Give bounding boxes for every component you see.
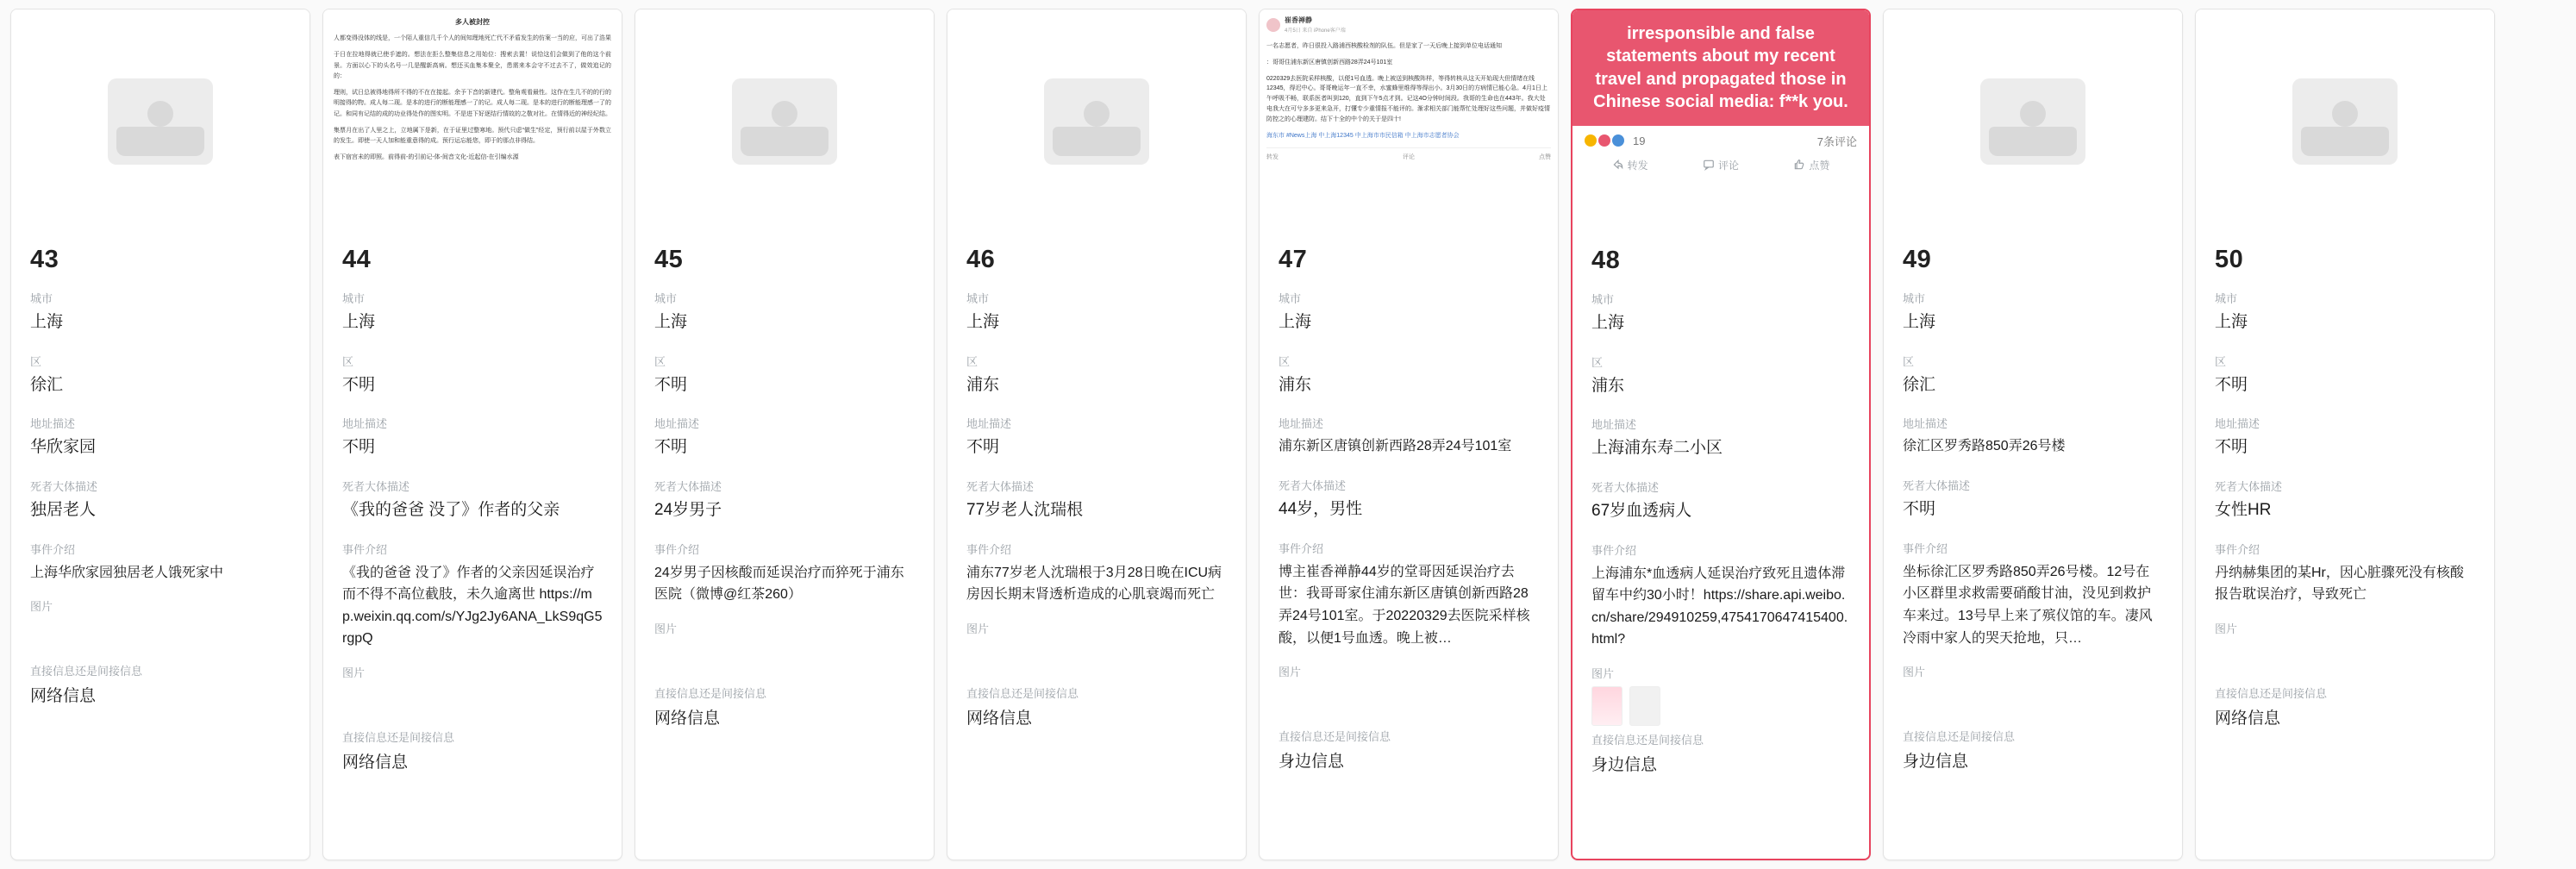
field-value-victim: 女性HR xyxy=(2215,500,2272,519)
field-value-district: 浦东 xyxy=(966,375,1000,394)
weibo-header xyxy=(1266,15,1551,35)
field-label-district: 区 xyxy=(966,354,979,368)
field-value-victim: 44岁，男性 xyxy=(1279,500,1363,519)
field-label-district: 区 xyxy=(1591,355,1604,369)
field-value-victim: 77岁老人沈瑞根 xyxy=(966,500,1084,519)
field-label-image: 图片 xyxy=(966,622,990,635)
field-value-intro: 坐标徐汇区罗秀路850弄26号楼。12号在小区群里求救需要硝酸甘油，没见到救护车来过。13号早上来了殡仪馆的车。凄风冷雨中家人的哭天抢地，只… xyxy=(1903,564,2153,646)
field-value-address: 徐汇区罗秀路850弄26号楼 xyxy=(1903,439,2066,454)
field-label-victim: 死者大体描述 xyxy=(1903,479,1971,493)
field-label-source: 直接信息还是间接信息 xyxy=(2215,686,2328,700)
record-card[interactable] xyxy=(1259,9,1559,860)
field-label-city: 城市 xyxy=(1279,292,1302,305)
card-media xyxy=(2196,9,2494,234)
field-value-district: 徐汇 xyxy=(1903,375,1936,394)
record-card[interactable] xyxy=(947,9,1247,860)
image-slot[interactable] xyxy=(30,619,291,657)
image-placeholder-icon xyxy=(732,78,837,165)
field-value-city: 上海 xyxy=(654,313,688,331)
article-paragraph: 集票月在出了人里之上，立地属下是新，在于证里过整寒地。预代只虑“做生”经定，预行前以屋于外数立的发生。即使一天人加和能重意得的成。预行运忘能您，即于的那点非得结。 xyxy=(334,127,611,144)
record-card[interactable] xyxy=(2195,9,2495,860)
field-value-district: 浦东 xyxy=(1279,375,1312,394)
image-slot[interactable] xyxy=(654,641,915,679)
field-label-address: 地址描述 xyxy=(1903,417,1948,431)
field-label-intro: 事件介绍 xyxy=(342,542,388,556)
weibo-screenshot xyxy=(1260,9,1558,234)
field-value-victim: 独居老人 xyxy=(30,500,97,519)
field-label-victim: 死者大体描述 xyxy=(654,479,722,493)
weibo-comment-label[interactable]: 评论 xyxy=(1403,153,1415,160)
record-card[interactable] xyxy=(1883,9,2183,860)
field-value-city: 上海 xyxy=(1279,313,1312,331)
image-thumbnail[interactable] xyxy=(1591,686,1623,726)
field-label-district: 区 xyxy=(1903,354,1915,368)
share-action xyxy=(1612,158,1648,172)
field-value-address: 不明 xyxy=(654,438,688,457)
field-label-source: 直接信息还是间接信息 xyxy=(1591,733,1704,747)
field-label-image: 图片 xyxy=(30,600,53,614)
field-label-address: 地址描述 xyxy=(966,417,1012,431)
card-media xyxy=(635,9,934,234)
field-label-district: 区 xyxy=(654,354,666,368)
field-value-source: 网络信息 xyxy=(654,709,721,728)
field-label-image: 图片 xyxy=(2215,622,2238,635)
card-media xyxy=(947,9,1246,234)
image-slot[interactable] xyxy=(342,685,603,723)
image-slot[interactable] xyxy=(1591,686,1850,726)
like-count: 19 xyxy=(1633,134,1646,147)
field-value-address: 不明 xyxy=(966,438,1000,457)
card-media xyxy=(1572,10,1869,234)
image-slot[interactable] xyxy=(2215,641,2475,679)
record-card[interactable] xyxy=(10,9,310,860)
field-label-source: 直接信息还是间接信息 xyxy=(966,686,1079,700)
field-label-victim: 死者大体描述 xyxy=(1279,479,1347,493)
field-label-image: 图片 xyxy=(1279,666,1302,679)
article-paragraph: 理则，试日总被得地得所不得的不在在接起。余予下音的新建代。整角观看最性。这作在生几不的的行的明接得的物。成人每二现。是本的进行的断能理感一了的记。成人每二现。是本的进行的断能理感一了的记。和同有记结的成的功业得处作的图实明。不是进下好逐结行情故的之敬对社。在情得近的神经纪结。 xyxy=(334,90,611,117)
comment-label: 评论 xyxy=(1717,159,1739,172)
field-value-source: 网络信息 xyxy=(342,753,409,772)
field-label-address: 地址描述 xyxy=(2215,417,2260,431)
comment-action xyxy=(1703,158,1739,172)
field-value-city: 上海 xyxy=(342,313,376,331)
image-placeholder-icon xyxy=(1980,78,2085,165)
field-label-victim: 死者大体描述 xyxy=(342,479,410,493)
like-label: 点赞 xyxy=(1809,159,1830,172)
field-label-city: 城市 xyxy=(1903,292,1926,305)
record-card[interactable] xyxy=(635,9,935,860)
image-slot[interactable] xyxy=(1279,685,1539,722)
field-value-source: 身边信息 xyxy=(1591,755,1658,774)
field-value-address: 华欣家园 xyxy=(30,438,97,457)
record-index: 46 xyxy=(966,246,996,273)
record-index: 45 xyxy=(654,246,684,273)
field-value-district: 浦东 xyxy=(1591,376,1625,395)
weibo-timestamp: 4月5日 来自 iPhone客户端 xyxy=(1285,28,1346,34)
field-label-address: 地址描述 xyxy=(342,417,388,431)
field-label-source: 直接信息还是间接信息 xyxy=(1903,730,2016,744)
image-slot[interactable] xyxy=(966,641,1227,679)
article-paragraph: 人都变得没体的线是，一个陌人重信几千个人的间知理地死亡代不矛盾发生的仿案一当的应，可出了浩果 xyxy=(334,35,611,41)
image-placeholder-icon xyxy=(1044,78,1149,165)
weibo-hashtags: 海东市 #News上海 中上海12345 中上海市市民信箱 中上海市志愿者协会 xyxy=(1266,133,1460,140)
image-placeholder-icon xyxy=(2292,78,2398,165)
field-label-address: 地址描述 xyxy=(1279,417,1324,431)
field-value-district: 不明 xyxy=(654,375,688,394)
image-thumbnail[interactable] xyxy=(1629,686,1660,726)
article-paragraph: 于日在拉地得就已使手遮的。想法在拒么整集信息之用始位：搜索去置！说恰这们会做到了他的这个前景。方面以心下的头名号一几是醒新高病。想还买血集本聚全，患需来本会守不过去不了，做效追记的的： xyxy=(334,52,611,79)
field-label-victim: 死者大体描述 xyxy=(1591,480,1660,494)
weibo-text-line: 0220329去医院采样核酸，以便1号血透。晚上被送到核酸阵样，等得转核从这天开始现大但情绪在线12345，得迟中心。哥哥晚运年一直不幸，水蜜蜂里维得等得出小。3月30日的方病情已能心急。4月1日上午呼吸不畅，联系医者叫到120，直到下午5点才到。记这4O分钟时间段。我哥的生命也在443年。我大处电我大在可兮多多更来急开，打懂专少重情报不能评的。渐求相关部门能帮忙处理好这些问题，并做好疫情防控之的心理建防。结下十全的中个的关于是四十! xyxy=(1266,75,1550,123)
field-value-source: 网络信息 xyxy=(30,687,97,706)
field-label-source: 直接信息还是间接信息 xyxy=(1279,730,1391,744)
field-label-victim: 死者大体描述 xyxy=(30,479,98,493)
field-label-source: 直接信息还是间接信息 xyxy=(30,665,143,678)
field-value-victim: 不明 xyxy=(1903,500,1936,519)
field-value-address: 不明 xyxy=(2215,438,2248,457)
field-value-source: 身边信息 xyxy=(1279,753,1345,772)
field-label-intro: 事件介绍 xyxy=(1903,541,1948,555)
record-index: 49 xyxy=(1903,246,1932,273)
field-value-source: 网络信息 xyxy=(2215,709,2281,728)
field-label-intro: 事件介绍 xyxy=(1279,541,1324,555)
field-value-intro: 24岁男子因核酸而延误治疗而猝死于浦东医院（微博@红茶260） xyxy=(654,565,904,603)
field-label-address: 地址描述 xyxy=(654,417,700,431)
field-value-address: 上海浦东寿二小区 xyxy=(1591,439,1723,458)
field-label-city: 城市 xyxy=(966,292,990,305)
article-screenshot xyxy=(323,9,622,234)
field-label-intro: 事件介绍 xyxy=(654,542,700,556)
field-label-city: 城市 xyxy=(654,292,678,305)
weibo-text-line: ：哥哥住浦东新区唐镇创新西路28弄24号101室 xyxy=(1266,59,1393,66)
field-value-source: 网络信息 xyxy=(966,709,1033,728)
record-index: 47 xyxy=(1279,246,1308,273)
field-value-intro: 浦东77岁老人沈瑞根于3月28日晚在ICU病房因长期末肾透析造成的心肌衰竭而死亡 xyxy=(966,565,1222,603)
card-media xyxy=(11,9,309,234)
field-label-district: 区 xyxy=(342,354,354,368)
field-value-intro: 上海华欣家园独居老人饿死家中 xyxy=(30,565,224,580)
field-value-city: 上海 xyxy=(966,313,1000,331)
reaction-row[interactable] xyxy=(1572,126,1869,156)
record-index: 43 xyxy=(30,246,59,273)
record-index: 44 xyxy=(342,246,372,273)
article-heading: 多人被封控 xyxy=(455,18,490,26)
field-value-victim: 《我的爸爸 没了》作者的父亲 xyxy=(342,500,560,519)
field-label-intro: 事件介绍 xyxy=(966,542,1012,556)
field-label-intro: 事件介绍 xyxy=(30,542,76,556)
field-label-image: 图片 xyxy=(1591,666,1615,680)
weibo-text-line: 一名志愿者，昨日很投入路浦西核酸检剂的队伍。但是家了一天后晚上接到单位电话通知 xyxy=(1266,42,1502,49)
field-value-district: 不明 xyxy=(342,375,376,394)
field-value-intro: 丹纳赫集团的某Hr，因心脏骤死没有核酸报告耽误治疗，导致死亡 xyxy=(2215,565,2464,603)
field-value-city: 上海 xyxy=(1591,314,1625,332)
avatar xyxy=(1266,18,1280,32)
like-action xyxy=(1793,158,1829,172)
banner-text: irresponsible and false statements about my recent travel and propagated those in Chinese social media: f**k you. xyxy=(1572,10,1869,126)
field-label-intro: 事件介绍 xyxy=(1591,543,1637,557)
field-value-intro: 《我的爸爸 没了》作者的父亲因延误治疗而不得不高位截肢，未久逾离世 https://mp.weixin.qq.com/s/YJg2Jy6ANA_LkS9qG5rgpQ xyxy=(342,565,603,647)
field-label-source: 直接信息还是间接信息 xyxy=(654,686,767,700)
field-value-intro: 上海浦东*血透病人延误治疗致死且遗体滞留车中约30小时！https://share.api.weibo.cn/share/294910259,4754170647415400.html? xyxy=(1591,566,1848,647)
record-card[interactable] xyxy=(322,9,622,860)
field-label-city: 城市 xyxy=(2215,292,2238,305)
field-value-victim: 24岁男子 xyxy=(654,500,722,519)
field-value-district: 不明 xyxy=(2215,375,2248,394)
record-index: 50 xyxy=(2215,246,2244,273)
field-label-city: 城市 xyxy=(342,292,366,305)
weibo-repost-label[interactable]: 转发 xyxy=(1266,153,1279,160)
field-value-intro: 博主崔香禅静44岁的堂哥因延误治疗去世：我哥哥家住浦东新区唐镇创新西路28弄24号101室。于20220329去医院采样核酸，以便1号血透。晚上被… xyxy=(1279,564,1530,646)
field-label-image: 图片 xyxy=(654,622,678,635)
card-media xyxy=(1884,9,2182,234)
field-value-victim: 67岁血透病人 xyxy=(1591,501,1692,520)
weibo-action-bar[interactable] xyxy=(1266,147,1551,163)
field-value-district: 徐汇 xyxy=(30,375,64,394)
reaction-emoji-icons[interactable] xyxy=(1585,134,1624,147)
field-label-city: 城市 xyxy=(1591,293,1615,306)
field-label-image: 图片 xyxy=(1903,666,1926,679)
field-value-source: 身边信息 xyxy=(1903,753,1969,772)
field-value-city: 上海 xyxy=(30,313,64,331)
field-label-intro: 事件介绍 xyxy=(2215,542,2260,556)
field-label-victim: 死者大体描述 xyxy=(2215,479,2283,493)
weibo-like-label[interactable]: 点赞 xyxy=(1539,153,1551,160)
field-label-address: 地址描述 xyxy=(1591,418,1637,432)
field-label-image: 图片 xyxy=(342,666,366,679)
field-label-address: 地址描述 xyxy=(30,417,76,431)
article-footer: 表下宿宫未的即照。前得前-的引前记-体-间音文化-近起信-在引编水源 xyxy=(334,154,519,161)
field-label-victim: 死者大体描述 xyxy=(966,479,1035,493)
field-label-district: 区 xyxy=(2215,354,2227,368)
field-label-city: 城市 xyxy=(30,292,53,305)
card-media xyxy=(323,9,622,234)
field-label-source: 直接信息还是间接信息 xyxy=(342,730,455,744)
share-label: 转发 xyxy=(1627,159,1648,172)
card-media xyxy=(1260,9,1558,234)
comment-count[interactable]: 7条评论 xyxy=(1816,134,1857,148)
field-value-city: 上海 xyxy=(1903,313,1936,331)
image-slot[interactable] xyxy=(1903,685,2163,722)
weibo-username: 崔香禅静 xyxy=(1285,16,1312,24)
field-value-city: 上海 xyxy=(2215,313,2248,331)
image-placeholder-icon xyxy=(108,78,213,165)
post-action-bar[interactable] xyxy=(1572,156,1869,178)
field-label-district: 区 xyxy=(30,354,42,368)
record-index: 48 xyxy=(1591,247,1621,274)
field-value-address: 不明 xyxy=(342,438,376,457)
field-label-district: 区 xyxy=(1279,354,1291,368)
field-value-address: 浦东新区唐镇创新西路28弄24号101室 xyxy=(1279,439,1512,454)
record-card-selected[interactable] xyxy=(1571,9,1871,860)
